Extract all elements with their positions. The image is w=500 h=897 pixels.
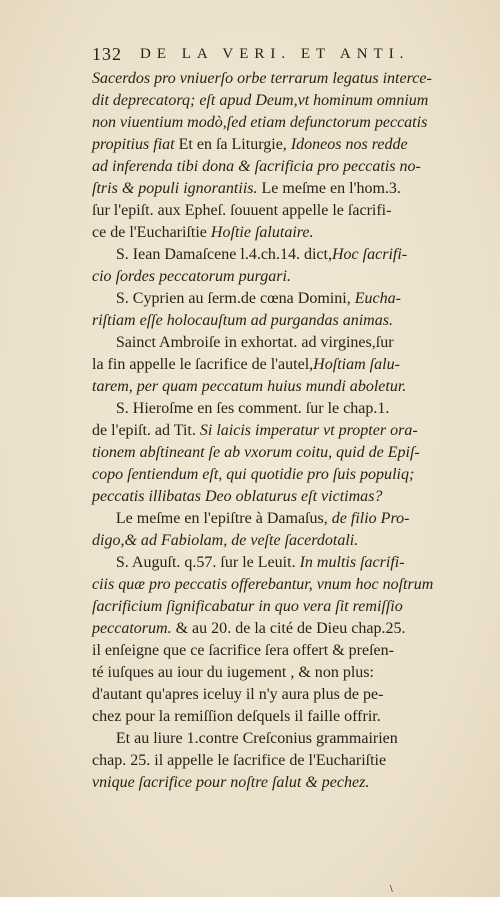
roman-text: S. Hieroſme en ſes comment. ſur le chap.1. <box>115 400 390 417</box>
text-line <box>92 354 485 376</box>
text-line <box>92 728 485 750</box>
roman-text: ce de l'Euchariſtie <box>92 224 211 241</box>
roman-text: de l'epiſt. ad Tit. <box>92 422 200 439</box>
italic-text: Hoſtiam ſalu- <box>313 356 400 373</box>
italic-text: riſtiam eſſe holocauſtum ad purgandas animas. <box>92 312 393 329</box>
italic-text: In multis ſacrifi- <box>299 554 405 571</box>
roman-text: la fin appelle le ſacrifice de l'autel, <box>92 356 314 373</box>
italic-text: Idoneos nos redde <box>290 136 408 153</box>
roman-text: S. Iean Damaſcene l.4.ch.14. dict, <box>115 246 332 263</box>
italic-text: copo ſentiendum eſt, qui quotidie pro ſuis populiq; <box>92 466 415 483</box>
italic-text: vnique ſacrifice pour noſtre ſalut & pechez. <box>92 774 370 791</box>
text-line <box>92 486 485 508</box>
text-line <box>92 772 485 794</box>
text-line <box>92 156 485 178</box>
italic-text: Si laicis imperatur vt propter ora- <box>199 422 418 439</box>
italic-text: peccatis illibatas Deo oblaturus eſt victimas? <box>92 488 383 505</box>
body-text <box>92 68 487 794</box>
text-line <box>92 684 485 706</box>
roman-text: d'autant qu'apres iceluy il n'y aura plus de pe- <box>92 686 384 703</box>
roman-text: Et au liure 1.contre Creſconius grammairien <box>115 730 398 747</box>
roman-text: S. Cyprien au ſerm.de cœna Domini, <box>115 290 355 307</box>
roman-text: Le meſme en l'epiſtre à Damaſus, <box>115 510 332 527</box>
text-line <box>92 266 485 288</box>
roman-text: Le meſme en l'hom.3. <box>257 180 401 197</box>
text-line <box>92 662 485 684</box>
italic-text: tionem abſtineant ſe ab vxorum coitu, quid de Epiſ- <box>92 444 420 461</box>
text-line <box>92 420 485 442</box>
roman-text: & au 20. de la cité de Dieu chap.25. <box>171 620 406 637</box>
roman-text: ſur l'epiſt. aux Epheſ. ſouuent appelle le ſacrifi- <box>92 202 392 219</box>
italic-text: Hoſtie ſalutaire. <box>210 224 314 241</box>
text-line <box>92 574 485 596</box>
catchline-mark: \ <box>390 884 393 893</box>
text-line <box>92 530 485 552</box>
italic-text: ad inferenda tibi dona & ſacrificia pro peccatis no- <box>92 158 421 175</box>
italic-text: digo,& ad Fabiolam, de veſte ſacerdotali. <box>92 532 359 549</box>
text-line <box>92 596 485 618</box>
italic-text: Hoc ſacrifi- <box>331 246 408 263</box>
italic-text: Sacerdos pro vniuerſo orbe terrarum legatus interce- <box>92 70 432 87</box>
text-line <box>92 112 485 134</box>
italic-text: ciis quæ pro peccatis offerebantur, vnum hoc noſtrum <box>92 576 434 593</box>
text-line <box>92 332 485 354</box>
roman-text: chez pour la remiſſion deſquels il faille offrir. <box>92 708 381 725</box>
roman-text: Et en ſa Liturgie, <box>174 136 291 153</box>
text-line <box>92 750 485 772</box>
text-line <box>92 706 485 728</box>
italic-text: peccatorum. <box>92 620 172 637</box>
text-line <box>92 640 485 662</box>
roman-text: S. Auguſt. q.57. ſur le Leuit. <box>115 554 300 571</box>
text-line <box>92 310 485 332</box>
roman-text: il enſeigne que ce ſacrifice ſera offert & preſen- <box>92 642 395 659</box>
text-line <box>92 376 485 398</box>
italic-text: cio ſordes peccatorum purgari. <box>92 268 291 285</box>
text-line <box>92 178 485 200</box>
text-line <box>92 288 485 310</box>
text-line <box>92 508 485 530</box>
text-line <box>92 398 485 420</box>
roman-text: té iuſques au iour du iugement , & non plus: <box>92 664 374 681</box>
running-title: DE LA VERI. ET ANTI. <box>140 46 410 62</box>
text-line <box>92 552 485 574</box>
roman-text: chap. 25. il appelle le ſacrifice de l'Euchariſtie <box>92 752 387 769</box>
italic-text: tarem, per quam peccatum huius mundi aboletur. <box>92 378 407 395</box>
text-line <box>92 244 485 266</box>
page-number: 132 <box>92 44 122 64</box>
text-line <box>92 464 485 486</box>
text-line <box>92 68 485 90</box>
italic-text: propitius fiat <box>92 136 175 153</box>
text-line <box>92 222 485 244</box>
italic-text: de filio Pro- <box>331 510 410 527</box>
italic-text: dit deprecatorq; eſt apud Deum,vt hominum omnium <box>92 92 429 109</box>
italic-text: ſtris & populi ignorantiis. <box>92 180 258 197</box>
roman-text: Sainct Ambroiſe in exhortat. ad virgines,ſur <box>115 334 394 351</box>
italic-text: non viuentium modò,ſed etiam defunctorum peccatis <box>92 114 428 131</box>
italic-text: ſacrificium ſignificabatur in quo vera ſit remiſſio <box>92 598 403 615</box>
page-header <box>92 44 472 68</box>
text-line <box>92 90 485 112</box>
italic-text: Eucha- <box>354 290 401 307</box>
text-line <box>92 442 485 464</box>
text-line <box>92 134 485 156</box>
text-line <box>92 200 485 222</box>
text-line <box>92 618 485 640</box>
